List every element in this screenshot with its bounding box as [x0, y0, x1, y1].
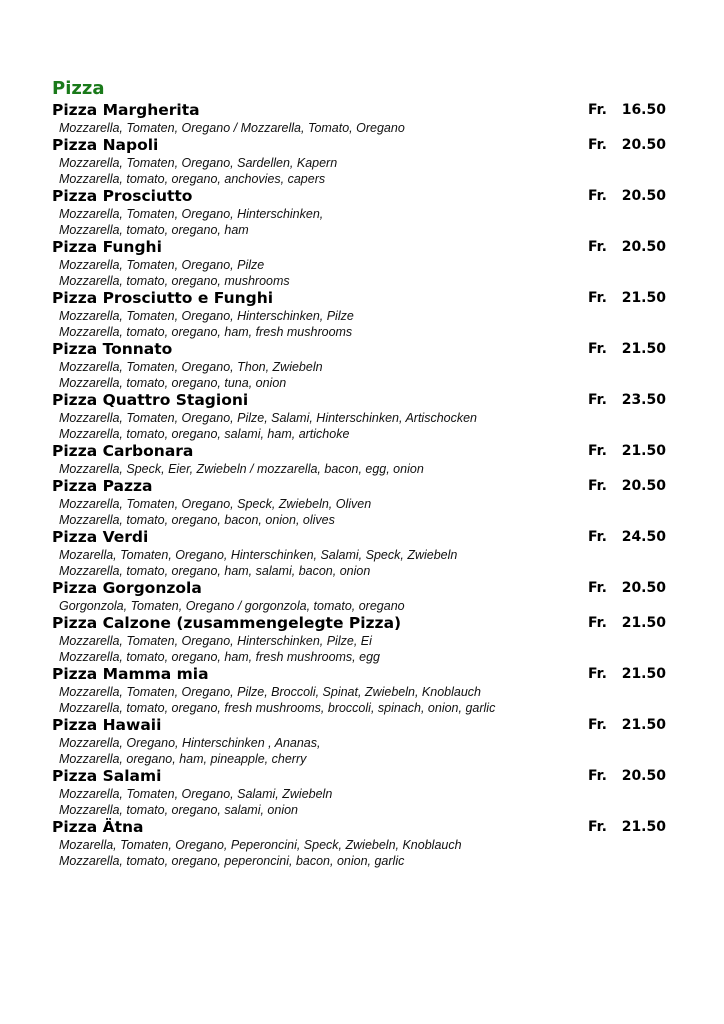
menu-item [52, 391, 666, 442]
item-price [588, 579, 666, 598]
item-description: Mozzarella, tomato, oregano, tuna, onion [59, 376, 287, 390]
item-price [588, 187, 666, 206]
price-value: 20.50 [621, 478, 666, 494]
item-description: Mozzarella, tomato, oregano, ham [59, 223, 249, 237]
pizza-menu [52, 78, 666, 869]
currency-label: Fr. [588, 819, 607, 835]
item-name: Pizza Tonnato [52, 340, 173, 358]
item-description: Mozzarella, oregano, ham, pineapple, cherry [59, 752, 307, 766]
item-price [588, 101, 666, 120]
item-description: Mozzarella, tomato, oregano, salami, onion [59, 803, 299, 817]
item-price [588, 767, 666, 786]
price-value: 23.50 [621, 392, 666, 408]
item-description: Mozzarella, Tomaten, Oregano, Pilze, Salami, Hinterschinken, Artischocken [59, 411, 478, 425]
item-description: Mozzarella, tomato, oregano, salami, ham, artichoke [59, 427, 350, 441]
menu-item [52, 187, 666, 238]
price-value: 21.50 [621, 666, 666, 682]
item-price [588, 289, 666, 308]
menu-item [52, 477, 666, 528]
price-value: 16.50 [621, 102, 666, 118]
currency-label: Fr. [588, 478, 607, 494]
menu-item [52, 614, 666, 665]
currency-label: Fr. [588, 580, 607, 596]
item-price [588, 614, 666, 633]
menu-item [52, 716, 666, 767]
menu-item [52, 579, 666, 614]
item-price [588, 136, 666, 155]
item-name: Pizza Carbonara [52, 442, 194, 460]
price-value: 20.50 [621, 580, 666, 596]
price-value: 21.50 [621, 819, 666, 835]
item-description: Mozzarella, Speck, Eier, Zwiebeln / mozzarella, bacon, egg, onion [59, 462, 424, 476]
item-name: Pizza Hawaii [52, 716, 162, 734]
menu-item [52, 238, 666, 289]
item-name: Pizza Prosciutto e Funghi [52, 289, 274, 307]
item-description: Mozzarella, tomato, oregano, bacon, onion, olives [59, 513, 335, 527]
item-description: Mozzarella, tomato, oregano, ham, fresh mushrooms, egg [59, 650, 380, 664]
item-name: Pizza Calzone (zusammengelegte Pizza) [52, 614, 402, 632]
item-price [588, 391, 666, 410]
item-name: Pizza Mamma mia [52, 665, 209, 683]
price-value: 21.50 [621, 443, 666, 459]
price-value: 21.50 [621, 717, 666, 733]
item-description: Mozzarella, Tomaten, Oregano, Sardellen, Kapern [59, 156, 338, 170]
currency-label: Fr. [588, 290, 607, 306]
price-value: 21.50 [621, 615, 666, 631]
menu-item [52, 767, 666, 818]
menu-item [52, 665, 666, 716]
currency-label: Fr. [588, 239, 607, 255]
price-value: 20.50 [621, 137, 666, 153]
currency-label: Fr. [588, 102, 607, 118]
item-description: Mozzarella, tomato, oregano, anchovies, capers [59, 172, 326, 186]
price-value: 21.50 [621, 341, 666, 357]
item-description: Mozzarella, Tomaten, Oregano, Hinterschinken, Pilze [59, 309, 354, 323]
price-value: 20.50 [621, 188, 666, 204]
item-description: Mozzarella, Tomaten, Oregano, Hinterschinken, [59, 207, 324, 221]
item-description: Gorgonzola, Tomaten, Oregano / gorgonzola, tomato, oregano [59, 599, 405, 613]
item-name: Pizza Quattro Stagioni [52, 391, 249, 409]
currency-label: Fr. [588, 768, 607, 784]
currency-label: Fr. [588, 717, 607, 733]
price-value: 20.50 [621, 768, 666, 784]
price-value: 21.50 [621, 290, 666, 306]
menu-item [52, 340, 666, 391]
menu-items [52, 101, 666, 869]
menu-item [52, 818, 666, 869]
currency-label: Fr. [588, 188, 607, 204]
item-price [588, 528, 666, 547]
section-title: Pizza [52, 78, 105, 99]
item-description: Mozzarella, Tomaten, Oregano, Pilze, Broccoli, Spinat, Zwiebeln, Knoblauch [59, 685, 481, 699]
item-price [588, 477, 666, 496]
item-description: Mozarella, Tomaten, Oregano, Hinterschinken, Salami, Speck, Zwiebeln [59, 548, 458, 562]
menu-item [52, 136, 666, 187]
item-price [588, 340, 666, 359]
item-price [588, 818, 666, 837]
item-description: Mozzarella, tomato, oregano, ham, salami, bacon, onion [59, 564, 371, 578]
currency-label: Fr. [588, 666, 607, 682]
item-name: Pizza Margherita [52, 101, 200, 119]
item-description: Mozzarella, tomato, oregano, mushrooms [59, 274, 290, 288]
price-value: 24.50 [621, 529, 666, 545]
item-description: Mozzarella, Tomaten, Oregano, Speck, Zwiebeln, Oliven [59, 497, 372, 511]
item-name: Pizza Pazza [52, 477, 153, 495]
item-description: Mozzarella, Tomaten, Oregano, Pilze [59, 258, 265, 272]
item-name: Pizza Verdi [52, 528, 149, 546]
item-price [588, 665, 666, 684]
item-name: Pizza Salami [52, 767, 162, 785]
item-price [588, 716, 666, 735]
item-price [588, 238, 666, 257]
currency-label: Fr. [588, 529, 607, 545]
currency-label: Fr. [588, 341, 607, 357]
currency-label: Fr. [588, 443, 607, 459]
item-description: Mozarella, Tomaten, Oregano, Peperoncini, Speck, Zwiebeln, Knoblauch [59, 838, 462, 852]
item-description: Mozzarella, tomato, oregano, peperoncini, bacon, onion, garlic [59, 854, 405, 868]
item-description: Mozzarella, Tomaten, Oregano, Hinterschinken, Pilze, Ei [59, 634, 372, 648]
item-name: Pizza Prosciutto [52, 187, 193, 205]
currency-label: Fr. [588, 392, 607, 408]
item-description: Mozzarella, tomato, oregano, ham, fresh mushrooms [59, 325, 353, 339]
item-description: Mozzarella, Tomaten, Oregano, Thon, Zwiebeln [59, 360, 323, 374]
item-price [588, 442, 666, 461]
price-value: 20.50 [621, 239, 666, 255]
menu-item [52, 442, 666, 477]
item-name: Pizza Gorgonzola [52, 579, 202, 597]
item-description: Mozzarella, tomato, oregano, fresh mushrooms, broccoli, spinach, onion, garlic [59, 701, 496, 715]
currency-label: Fr. [588, 137, 607, 153]
item-description: Mozzarella, Oregano, Hinterschinken , Ananas, [59, 736, 321, 750]
menu-item [52, 528, 666, 579]
currency-label: Fr. [588, 615, 607, 631]
item-description: Mozzarella, Tomaten, Oregano / Mozzarella, Tomato, Oregano [59, 121, 405, 135]
menu-item [52, 289, 666, 340]
item-name: Pizza Funghi [52, 238, 162, 256]
item-description: Mozzarella, Tomaten, Oregano, Salami, Zwiebeln [59, 787, 333, 801]
menu-item [52, 101, 666, 136]
item-name: Pizza Napoli [52, 136, 159, 154]
item-name: Pizza Ätna [52, 818, 144, 836]
